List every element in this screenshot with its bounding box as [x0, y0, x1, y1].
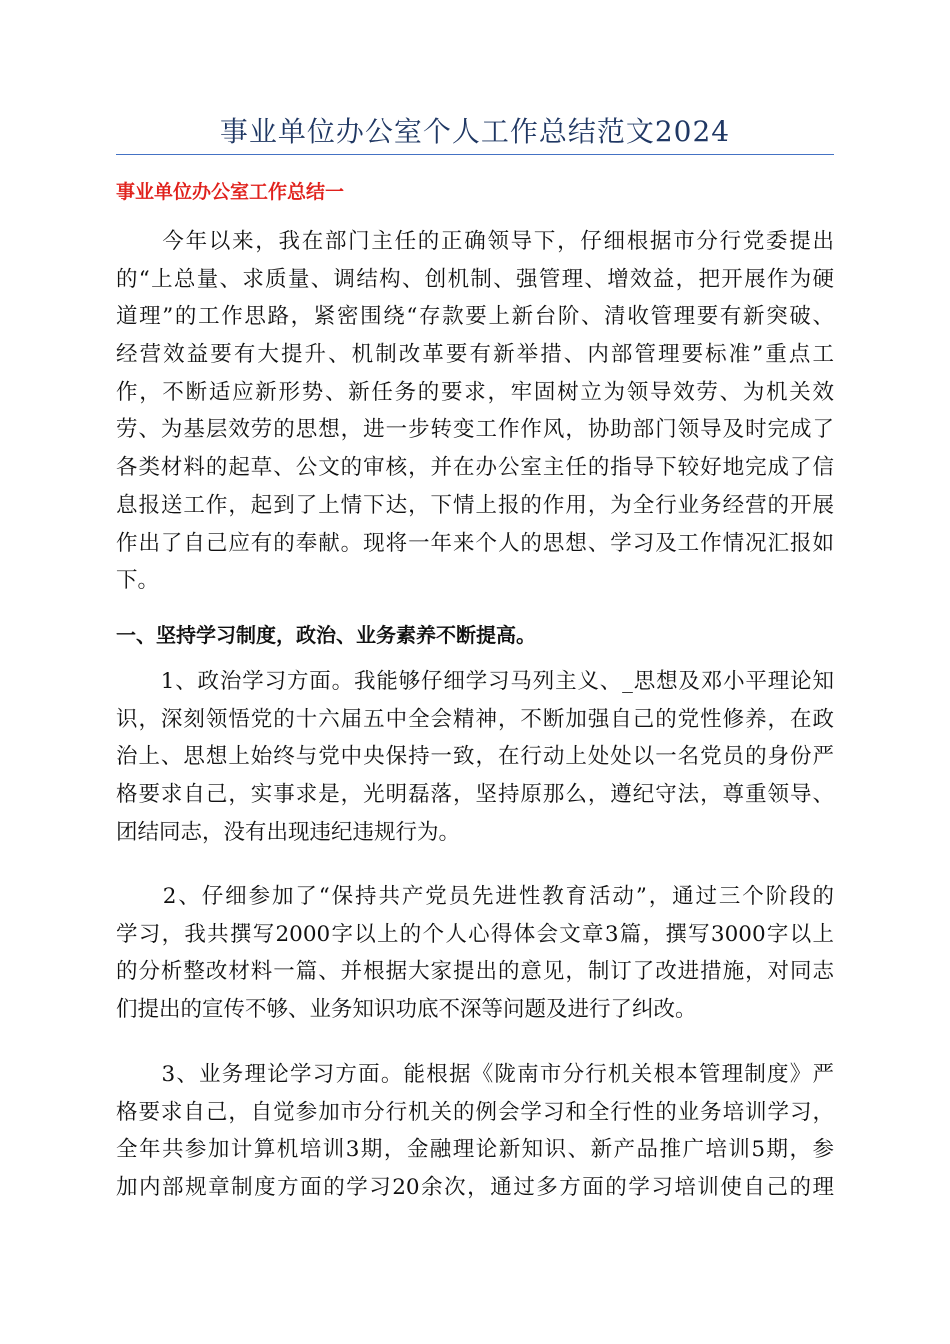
- paragraph-business-study: [116, 1056, 834, 1207]
- paragraph-line: 作，不断适应新形势、新任务的要求，牢固树立为领导效劳、为机关效: [116, 379, 834, 405]
- title-underline: [116, 154, 834, 155]
- subheading-study: 一、坚持学习制度，政治、业务素养不断提高。: [116, 623, 536, 647]
- document-title: 事业单位办公室个人工作总结范文2024: [219, 115, 731, 148]
- paragraph-line: 道理”的工作思路，紧密围绕“存款要上新台阶、清收管理要有新突破、: [116, 304, 834, 330]
- paragraph-line: 团结同志，没有出现违纪违规行为。: [116, 819, 461, 845]
- intro-paragraph: [116, 223, 834, 600]
- paragraph-line: 下。: [116, 568, 160, 594]
- paragraph-line: 全年共参加计算机培训3期，金融理论新知识、新产品推广培训5期，参: [116, 1137, 834, 1163]
- paragraph-line: 们提出的宣传不够、业务知识功底不深等问题及进行了纠改。: [116, 997, 697, 1023]
- paragraph-line: 息报送工作，起到了上情下达，下情上报的作用，为全行业务经营的开展: [116, 492, 834, 518]
- paragraph-line: 学习，我共撰写2000字以上的个人心得体会文章3篇，撰写3000字以上: [116, 921, 834, 947]
- paragraph-line: 2、仔细参加了“保持共产党员先进性教育活动”，通过三个阶段的: [116, 884, 834, 909]
- paragraph-political-study: [116, 663, 834, 851]
- paragraph-line: 治上、思想上始终与党中央保持一致，在行动上处处以一名党员的身份严: [116, 744, 834, 770]
- paragraph-line: 经营效益要有大提升、机制改革要有新举措、内部管理要标准”重点工: [116, 342, 834, 368]
- paragraph-line: 劳、为基层效劳的思想，进一步转变工作作风，协助部门领导及时完成了: [116, 417, 834, 443]
- paragraph-line: 识，深刻领悟党的十六届五中全会精神，不断加强自己的党性修养，在政: [116, 706, 834, 732]
- paragraph-line: 1、政治学习方面。我能够仔细学习马列主义、_思想及邓小平理论知: [116, 669, 834, 694]
- paragraph-line: 加内部规章制度方面的学习20余次，通过多方面的学习培训使自己的理: [116, 1175, 834, 1201]
- paragraph-line: 的“上总量、求质量、调结构、创机制、强管理、增效益，把开展作为硬: [116, 266, 834, 292]
- section-heading: 事业单位办公室工作总结一: [116, 181, 345, 203]
- paragraph-line: 3、业务理论学习方面。能根据《陇南市分行机关根本管理制度》严: [116, 1062, 834, 1087]
- paragraph-line: 格要求自己，自觉参加市分行机关的例会学习和全行性的业务培训学习，: [116, 1099, 834, 1125]
- paragraph-education-activity: [116, 878, 834, 1029]
- paragraph-line: 的分析整改材料一篇、并根据大家提出的意见，制订了改进措施，对同志: [116, 959, 834, 985]
- paragraph-line: 作出了自己应有的奉献。现将一年来个人的思想、学习及工作情况汇报如: [116, 530, 834, 556]
- paragraph-line: 今年以来，我在部门主任的正确领导下，仔细根据市分行党委提出: [116, 229, 834, 254]
- paragraph-line: 格要求自己，实事求是，光明磊落，坚持原那么，遵纪守法，尊重领导、: [116, 782, 834, 808]
- paragraph-line: 各类材料的起草、公文的审核，并在办公室主任的指导下较好地完成了信: [116, 455, 834, 481]
